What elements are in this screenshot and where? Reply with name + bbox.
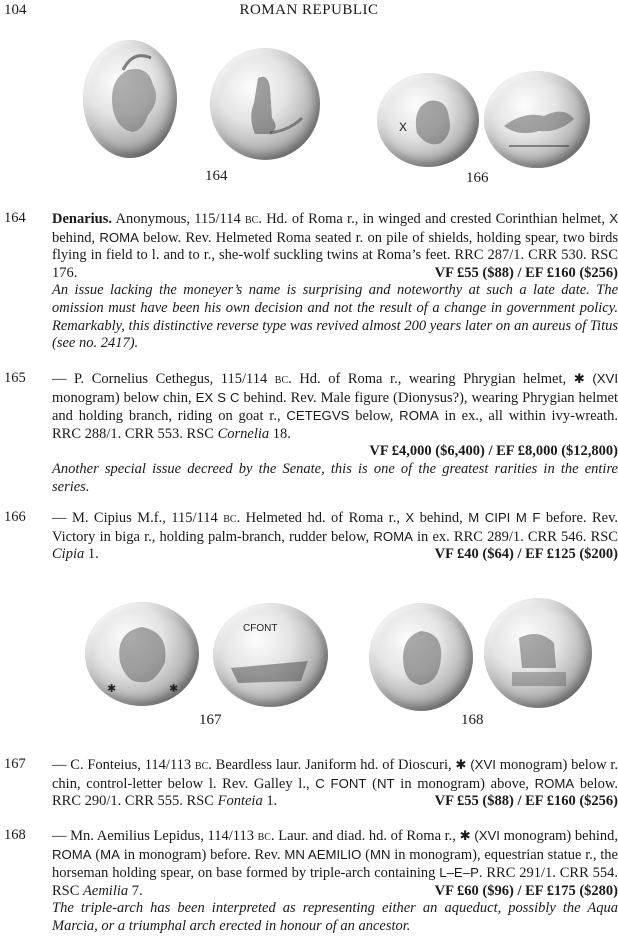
plate-caption-167: 167 xyxy=(199,712,222,728)
entry-number: 165 xyxy=(4,370,26,386)
coin-166-obverse xyxy=(377,73,479,167)
coin-168-obverse xyxy=(369,603,473,711)
running-title: ROMAN REPUBLIC xyxy=(239,2,379,18)
price-line: VF £40 ($64) / EF £125 ($200) xyxy=(434,546,618,563)
coin-164-reverse xyxy=(210,48,320,160)
running-head xyxy=(0,2,618,22)
entry-body: Denarius. Anonymous, 115/114 bc. Hd. of Roma r., in winged and crested Corinthian helmet, X behind, ROMA below. Rev. Helmeted Roma seated r. on pile of shields, holding spear, two birds flying in field to l. and to r., she-wolf suckling twins at Roma’s feet. RRC 287/1. CRR 530. RSC 176. VF £55 ($88) / EF £160 ($256) An issue lacking the moneyer’s name is surprising and noteworthy at such a late date. The omission must have been his own decision and not the result of a change in government policy. Remarkably, this distinctive reverse type was revived almost 200 years later on an aureus of Titus (see no. 2417). xyxy=(52,211,618,352)
coin-166-reverse xyxy=(484,71,590,168)
entry-note: Another special issue decreed by the Senate, this is one of the greatest rarities in the entire series. xyxy=(52,460,618,495)
svg-text:X: X xyxy=(399,120,408,134)
entry-body: — Mn. Aemilius Lepidus, 114/113 bc. Laur. and diad. hd. of Roma r., ✱ (XVI monogram) behind, ROMA (MA in monogram) before. Rev. MN AEMILIO (MN in monogram), equestrian statue r., the horseman holding spear, on base formed by triple-arch containing L–E–P. RRC 291/1. CRR 554. RSC Aemilia 7. VF £60 ($96) / EF £175 ($280) The triple-arch has been interpreted as representing either an aqueduct, possibly the Aqua Marcia, or a triumphal arch erected in honour of an ancestor. xyxy=(52,828,618,934)
entry-number: 166 xyxy=(4,509,26,525)
page-number: 104 xyxy=(4,2,27,18)
svg-text:✱: ✱ xyxy=(107,683,117,695)
coin-167-obverse xyxy=(85,602,199,706)
entry-number: 167 xyxy=(4,756,26,772)
plate-caption-164: 164 xyxy=(205,168,228,184)
price-line: VF £60 ($96) / EF £175 ($280) xyxy=(434,882,618,899)
price-line: VF £55 ($88) / EF £160 ($256) xyxy=(434,264,618,281)
entry-number: 168 xyxy=(4,827,26,843)
entry-note: The triple-arch has been interpreted as representing either an aqueduct, possibly the Aqua Marcia, or a triumphal arch erected in honour of an ancestor. xyxy=(52,900,618,934)
coin-168-reverse xyxy=(484,598,592,708)
plate-caption-166: 166 xyxy=(466,170,489,186)
entry-note: An issue lacking the moneyer’s name is surprising and noteworthy at such a late date. The omission must have been his own decision and not the result of a change in government policy. Remarkably, this distinctive reverse type was revived almost 200 years later on an aureus of Titus (see no. 2417). xyxy=(52,282,618,352)
entry-body: — C. Fonteius, 114/113 bc. Beardless laur. Janiform hd. of Dioscuri, ✱ (XVI monogram) below r. chin, control-letter below l. Rev. Galley l., C FONT (NT in monogram) above, ROMA below. RRC 290/1. CRR 555. RSC Fonteia 1. VF £55 ($88) / EF £160 ($256) xyxy=(52,757,618,810)
coin-167-reverse xyxy=(213,603,328,707)
plate-caption-168: 168 xyxy=(461,712,484,728)
price-line: VF £55 ($88) / EF £160 ($256) xyxy=(434,793,618,810)
entry-number: 164 xyxy=(4,210,26,226)
entry-body: — M. Cipius M.f., 115/114 bc. Helmeted hd. of Roma r., X behind, M CIPI M F before. Rev. Victory in biga r., holding palm-branch, rudder below, ROMA in ex. RRC 289/1. CRR 546. RSC Cipia 1. VF £40 ($64) / EF £125 ($200) xyxy=(52,510,618,563)
svg-text:CFONT: CFONT xyxy=(243,623,278,634)
svg-text:✱: ✱ xyxy=(169,683,179,695)
coin-164-obverse xyxy=(83,40,177,158)
entry-body: — P. Cornelius Cethegus, 115/114 bc. Hd. of Roma r., wearing Phrygian helmet, ✱ (XVI monogram) below chin, EX S C behind. Rev. Male figure (Dionysus?), wearing Phrygian helmet and holding branch, riding on goat r., CETEGVS below, ROMA in ex., all within ivy-wreath. RRC 288/1. CRR 553. RSC Cornelia 18. VF £4,000 ($6,400) / EF £8,000 ($12,800) Another special issue decreed by the Senate, this is one of the greatest rarities in the entire series. xyxy=(52,371,618,495)
price-line: VF £4,000 ($6,400) / EF £8,000 ($12,800) xyxy=(369,443,618,460)
